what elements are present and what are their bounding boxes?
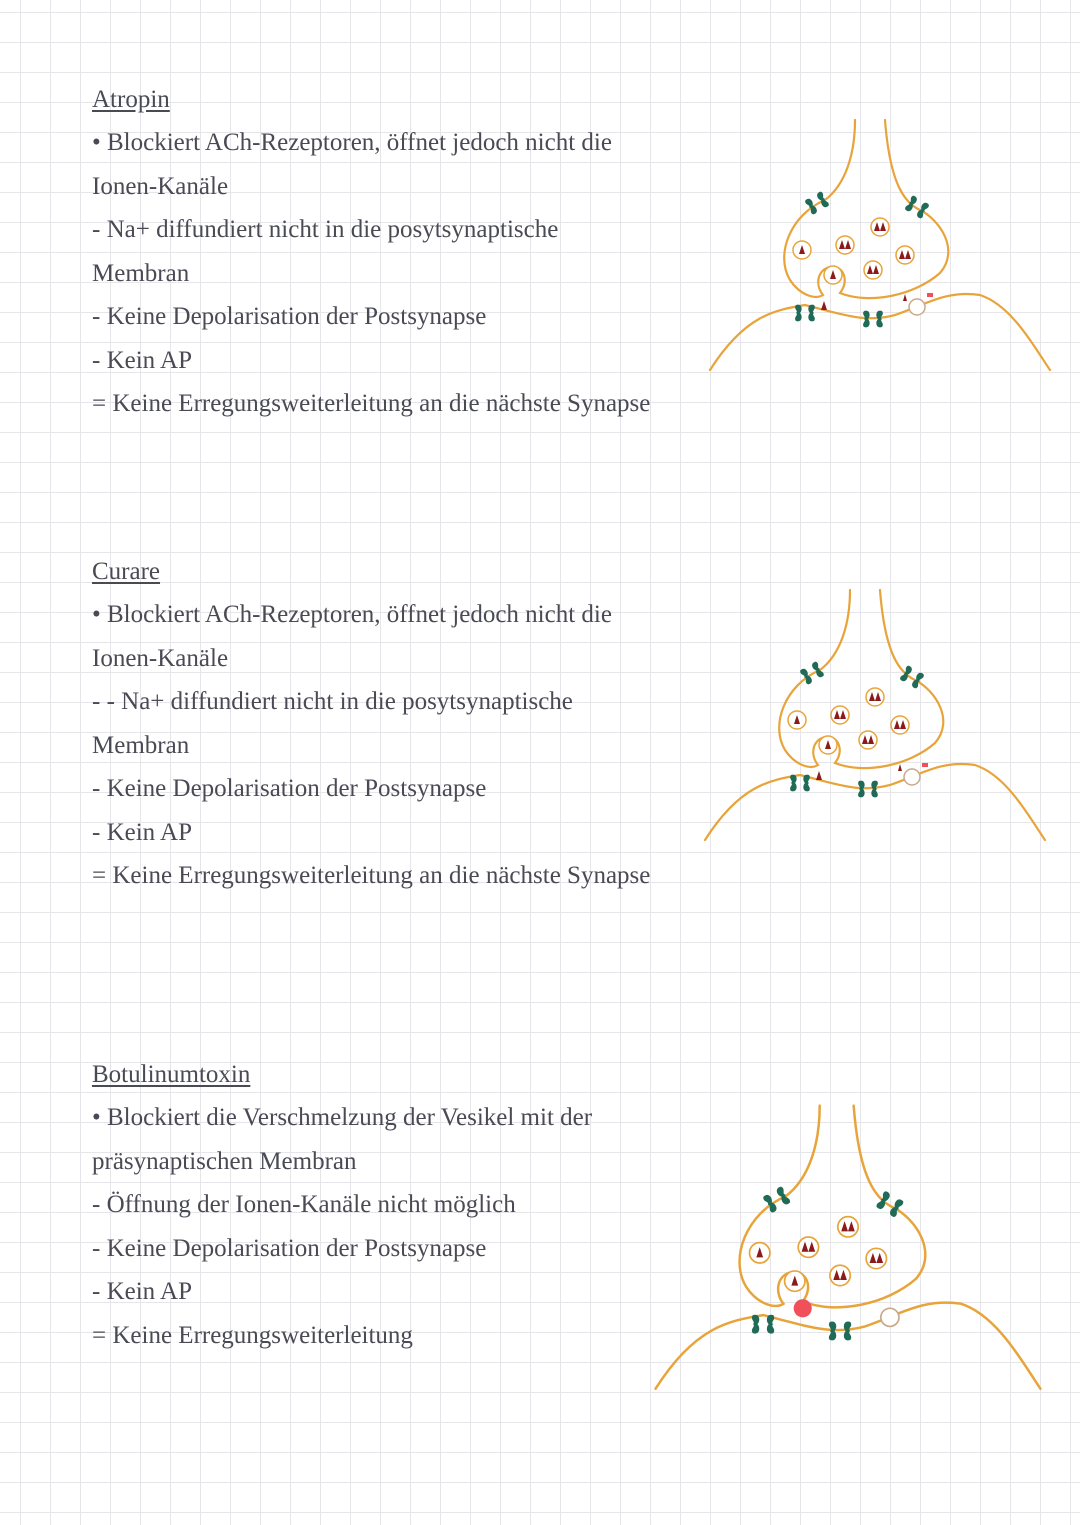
section-title: Atropin <box>92 86 170 113</box>
vesicle <box>830 1265 850 1285</box>
postsynaptic-membrane <box>656 1303 1041 1389</box>
section-title: Botulinumtoxin <box>92 1061 251 1088</box>
postsynaptic-membrane <box>710 294 1050 370</box>
receptor-half <box>790 775 797 792</box>
text-line: - Keine Depolarisation der Postsynapse <box>92 303 487 330</box>
blocked-vesicle-fusion <box>794 1299 812 1317</box>
receptor-icon <box>790 775 810 792</box>
section-curare <box>92 550 732 898</box>
receptor-half <box>811 661 825 679</box>
receptor-half <box>767 1315 774 1334</box>
text-line: - Keine Depolarisation der Postsynapse <box>92 775 487 802</box>
vesicle-membrane <box>866 1248 886 1268</box>
vesicle <box>836 236 854 254</box>
synapse-diagram-botulinumtoxin <box>648 1100 1048 1400</box>
vesicle <box>866 1248 886 1268</box>
vesicle-membrane <box>866 688 884 706</box>
text-line: - Na+ diffundiert nicht in die posytsynaptische <box>92 216 559 243</box>
transmitter-icon <box>816 771 822 780</box>
text-line: - Keine Depolarisation der Postsynapse <box>92 1234 487 1262</box>
text-line: - - Na+ diffundiert nicht in die posytsynaptische <box>92 688 573 715</box>
vesicle <box>871 218 889 236</box>
vesicle <box>788 711 806 729</box>
receptor-half <box>916 201 930 219</box>
text-line: Membran <box>92 731 190 759</box>
transmitter-icon <box>903 294 907 301</box>
text-line: Ionen-Kanäle <box>92 644 229 672</box>
vesicle <box>750 1243 770 1263</box>
receptor-icon <box>795 305 815 322</box>
vesicle <box>819 736 837 754</box>
text-line: • Blockiert ACh-Rezeptoren, öffnet jedoch nicht die <box>92 601 612 628</box>
text-line: • Blockiert die Verschmelzung der Vesikel mit der <box>92 1104 593 1131</box>
receptor-icon <box>904 195 929 219</box>
vesicle-membrane <box>896 246 914 264</box>
vesicle <box>838 1217 858 1237</box>
vesicle-membrane <box>838 1217 858 1237</box>
vesicle <box>785 1271 805 1291</box>
text-line: - Kein AP <box>92 1278 192 1305</box>
text-line: präsynaptischen Membran <box>92 1147 357 1175</box>
vesicle <box>824 266 842 284</box>
ion-channel-icon <box>881 1308 899 1326</box>
receptor-half <box>752 1315 759 1334</box>
vesicle-membrane <box>864 261 882 279</box>
receptor-half <box>803 775 810 792</box>
vesicle <box>866 688 884 706</box>
receptor-half <box>888 1198 904 1218</box>
transmitter-icon <box>821 301 827 310</box>
receptor-half <box>816 191 830 209</box>
transmitter-icon <box>898 764 902 771</box>
receptor-half <box>795 305 802 322</box>
receptor-icon <box>875 1190 904 1218</box>
receptor-icon <box>899 665 924 689</box>
text-line: - Kein AP <box>92 346 192 374</box>
vesicle-membrane <box>830 1265 850 1285</box>
postsynaptic-membrane <box>705 764 1045 840</box>
vesicle-membrane <box>859 731 877 749</box>
synapse-diagram-atropin <box>705 115 1055 380</box>
vesicle-membrane <box>836 236 854 254</box>
text-line: Membran <box>92 259 190 287</box>
vesicle <box>859 731 877 749</box>
section-atropin <box>92 78 732 426</box>
receptor-half <box>808 305 815 322</box>
vesicle <box>891 716 909 734</box>
receptor-half <box>911 671 925 689</box>
text-line: = Keine Erregungsweiterleitung <box>92 1321 413 1349</box>
receptor-icon <box>752 1315 774 1334</box>
section-botulinumtoxin <box>92 1053 732 1357</box>
text-line: = Keine Erregungsweiterleitung an die nächste Synapse <box>92 390 651 417</box>
ion-channel-icon <box>904 769 920 785</box>
text-line: - Kein AP <box>92 818 192 846</box>
vesicle <box>831 706 849 724</box>
vesicle-membrane <box>891 716 909 734</box>
vesicle <box>896 246 914 264</box>
vesicle <box>798 1237 818 1257</box>
vesicle-membrane <box>798 1237 818 1257</box>
receptor-half <box>775 1186 791 1206</box>
toxin-marker <box>922 763 928 767</box>
vesicle-membrane <box>871 218 889 236</box>
vesicle-membrane <box>831 706 849 724</box>
ion-channel-icon <box>909 299 925 315</box>
vesicle <box>793 241 811 259</box>
text-line: = Keine Erregungsweiterleitung an die nächste Synapse <box>92 862 651 889</box>
section-title: Curare <box>92 558 161 585</box>
text-line: • Blockiert ACh-Rezeptoren, öffnet jedoch nicht die <box>92 129 612 156</box>
text-line: Ionen-Kanäle <box>92 172 229 200</box>
toxin-marker <box>927 293 933 297</box>
synapse-diagram-curare <box>700 585 1050 850</box>
text-line: - Öffnung der Ionen-Kanäle nicht möglich <box>92 1191 516 1218</box>
vesicle <box>864 261 882 279</box>
